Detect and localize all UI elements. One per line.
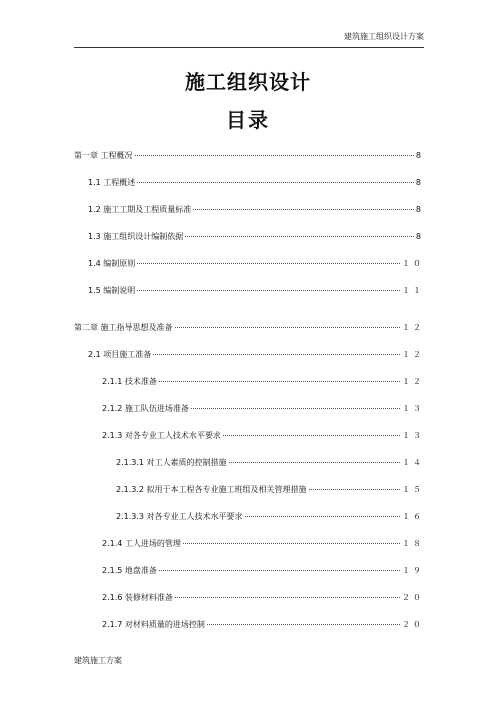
toc-leader-dots [309,489,400,490]
toc-entry-label: 2.1.3.2 拟用于本工程各专业施工班组及相关管理措施 [116,485,307,494]
document-title: 施工组织设计 [185,70,311,94]
toc-page-number: １３ [402,404,424,413]
toc-leader-dots [137,182,414,183]
toc-entry-label: 2.1.3 对各专业工人技术水平要求 [102,431,221,440]
toc-page-number: １３ [402,431,424,440]
toc-entry[interactable] [102,619,424,631]
toc-entry-label: 第一章 工程概况 [74,151,133,160]
toc-entry-label: 2.1.2 施工队伍进场准备 [102,404,189,413]
toc-leader-dots [193,209,414,210]
toc-page-number: １１ [402,286,424,295]
toc-entry[interactable] [88,177,424,189]
toc-entry-label: 2.1.7 对材料质量的进场控制 [102,620,205,629]
toc-entry-label: 2.1.1 技术准备 [102,377,157,386]
toc-entry-label: 2.1.3.3 对各专业工人技术水平要求 [116,512,243,521]
toc-entry[interactable] [74,150,424,162]
toc-entry[interactable] [88,349,424,361]
toc-entry[interactable] [102,376,424,388]
toc-entry-label: 1.2 施工工期及工程质量标准 [88,205,192,214]
toc-entry[interactable] [88,231,424,243]
toc-entry-label: 1.1 工程概述 [88,178,136,187]
toc-page-number: １０ [402,259,424,268]
toc-entry-label: 2.1.3.1 对工人素质的控制措施 [116,458,227,467]
toc-leader-dots [223,435,400,436]
toc-entry[interactable] [116,484,424,496]
toc-entry-label: 2.1.4 工人进场的管理 [102,539,181,548]
toc-entry[interactable] [102,565,424,577]
toc-entry[interactable] [88,204,424,216]
toc-entry[interactable] [88,258,424,270]
toc-leader-dots [207,624,400,625]
toc-page-number: ２０ [402,593,424,602]
toc-entry[interactable] [116,457,424,469]
toc-entry[interactable] [102,403,424,415]
toc-entry-label: 2.1 项目施工准备 [88,350,152,359]
toc-page-number: １２ [402,350,424,359]
toc-leader-dots [175,327,400,328]
toc-page-number: １２ [402,377,424,386]
toc-leader-dots [245,516,400,517]
toc-entry[interactable] [102,538,424,550]
toc-leader-dots [137,263,400,264]
toc-heading: 目录 [226,108,270,132]
toc-page-number: 8 [415,151,424,160]
toc-entry-label: 1.4 编制原则 [88,259,136,268]
toc-leader-dots [185,236,414,237]
toc-leader-dots [191,408,400,409]
toc-entry-label: 第二章 施工指导思想及准备 [74,323,173,332]
toc-leader-dots [153,354,400,355]
toc-page-number: １４ [402,458,424,467]
toc-page-number: １６ [402,512,424,521]
toc-entry[interactable] [88,285,424,297]
toc-leader-dots [159,570,400,571]
toc-page-number: 8 [415,178,424,187]
toc-leader-dots [175,597,400,598]
toc-leader-dots [229,462,400,463]
toc-page-number: １８ [402,539,424,548]
toc-page-number: 8 [415,232,424,241]
toc-page-number: １９ [402,566,424,575]
toc-entry-label: 1.5 编制说明 [88,286,136,295]
toc-page-number: １２ [402,323,424,332]
toc-leader-dots [135,155,414,156]
toc-page-number: ２０ [402,620,424,629]
toc-leader-dots [137,290,400,291]
toc-entry-label: 2.1.6 装修材料准备 [102,593,173,602]
toc-entry[interactable] [102,592,424,604]
toc-entry[interactable] [102,430,424,442]
toc-entry[interactable] [74,322,424,334]
page-footer: 建筑施工方案 [74,656,122,665]
toc-leader-dots [159,381,400,382]
toc-entry-label: 2.1.5 地盘准备 [102,566,157,575]
toc-leader-dots [183,543,400,544]
toc-page-number: １５ [402,485,424,494]
toc-page-number: 8 [415,205,424,214]
toc-entry-label: 1.3 施工组织设计编制依据 [88,232,184,241]
page-header: 建筑施工组织设计方案 [74,30,424,48]
toc-entry[interactable] [116,511,424,523]
